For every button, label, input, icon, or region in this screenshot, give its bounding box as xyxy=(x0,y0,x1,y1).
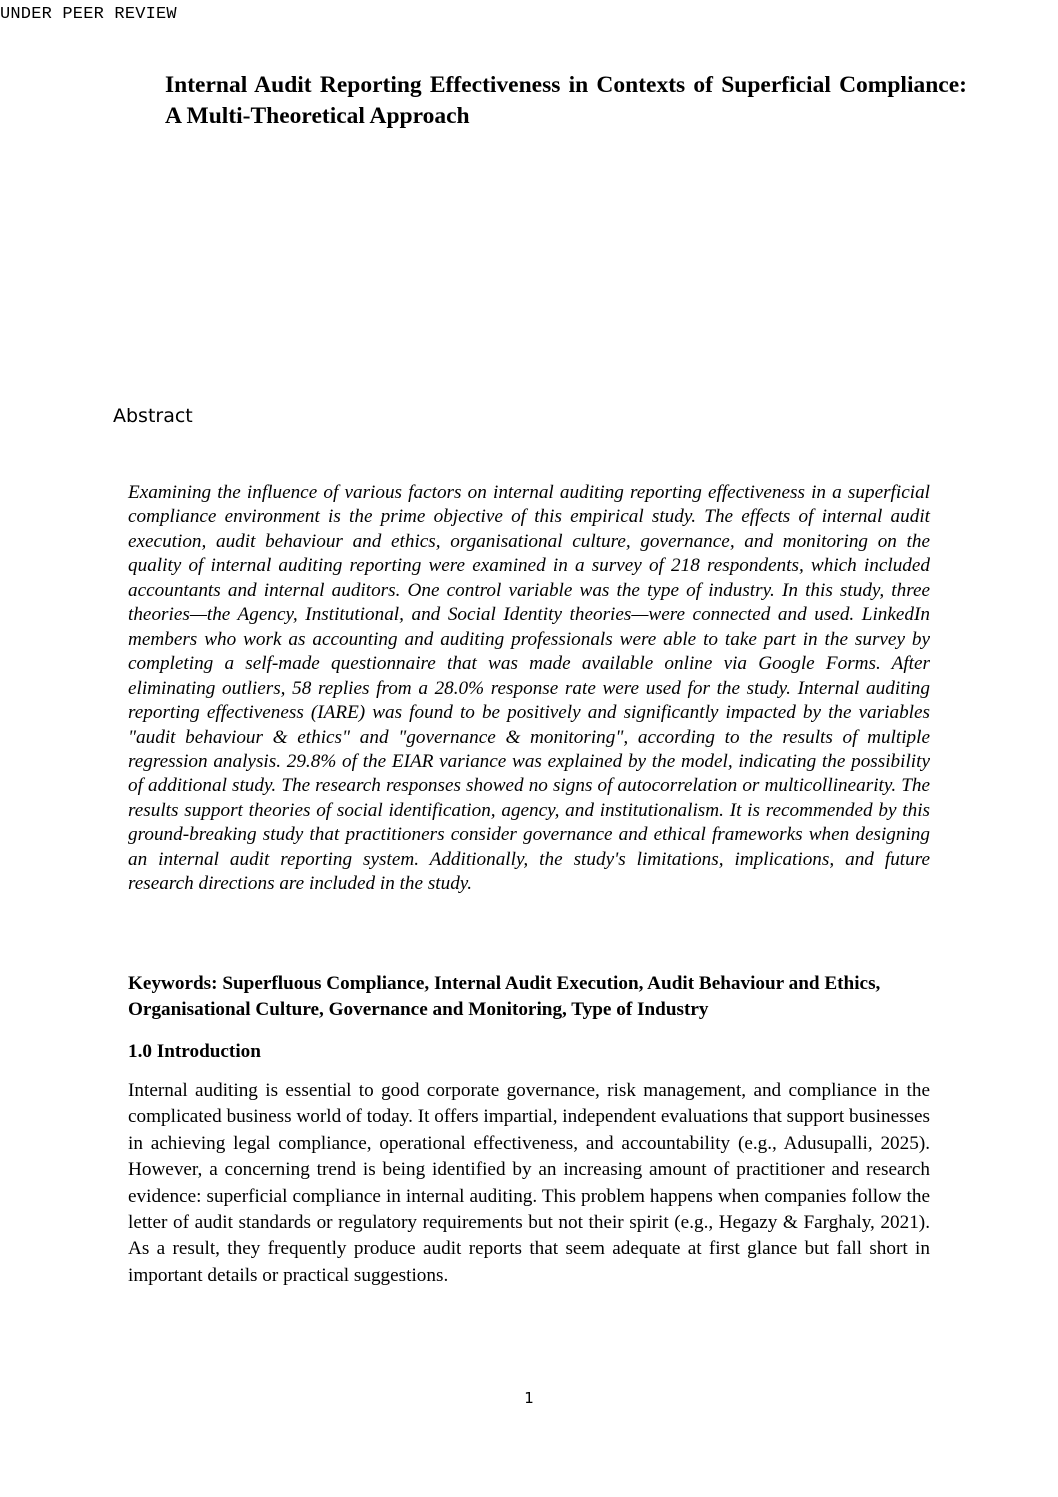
paper-title: Internal Audit Reporting Effectiveness in Contexts of Superficial Compliance: A Multi-Theoretical Approach xyxy=(165,72,967,129)
keywords: Keywords: Superfluous Compliance, Internal Audit Execution, Audit Behaviour and Ethics, Organisational Culture, Governance and Monitoring, Type of Industry xyxy=(128,973,881,1020)
abstract-body: Examining the influence of various factors on internal auditing reporting effectiveness in a superficial compliance environment is the prime objective of this empirical study. The effects of internal audit execution, audit behaviour and ethics, organisational culture, governance, and monitoring on the quality of internal auditing reporting were examined in a survey of 218 respondents, which included accountants and internal auditors. One control variable was the type of industry. In this study, three theories—the Agency, Institutional, and Social Identity theories—were connected and used. LinkedIn members who work as accounting and auditing professionals were able to take part in the survey by completing a self-made questionnaire that was made available online via Google Forms. After eliminating outliers, 58 replies from a 28.0% response rate were used for the study. Internal auditing reporting effectiveness (IARE) was found to be positively and significantly impacted by the variables "audit behaviour & ethics" and "governance & monitoring", according to the results of multiple regression analysis. 29.8% of the EIAR variance was explained by the model, indicating the possibility of additional study. The research responses showed no signs of autocorrelation or multicollinearity. The results support theories of social identification, agency, and institutionalism. It is recommended by this ground-breaking study that practitioners consider governance and ethical frameworks when designing an internal audit reporting system. Additionally, the study's limitations, implications, and future research directions are included in the study. xyxy=(128,482,930,895)
page-number: 1 xyxy=(524,1389,534,1407)
peer-review-watermark: UNDER PEER REVIEW xyxy=(0,5,177,24)
introduction-heading: 1.0 Introduction xyxy=(128,1041,261,1062)
abstract-heading: Abstract xyxy=(113,405,193,427)
introduction-body: Internal auditing is essential to good corporate governance, risk management, and compliance in the complicated business world of today. It offers impartial, independent evaluations that support businesses in achieving legal compliance, operational effectiveness, and accountability (e.g., Adusupalli, 2025). However, a concerning trend is being identified by an increasing amount of practitioner and research evidence: superficial compliance in internal auditing. This problem happens when companies follow the letter of audit standards or regulatory requirements but not their spirit (e.g., Hegazy & Farghaly, 2021). As a result, they frequently produce audit reports that seem adequate at first glance but fall short in important details or practical suggestions. xyxy=(128,1080,930,1286)
